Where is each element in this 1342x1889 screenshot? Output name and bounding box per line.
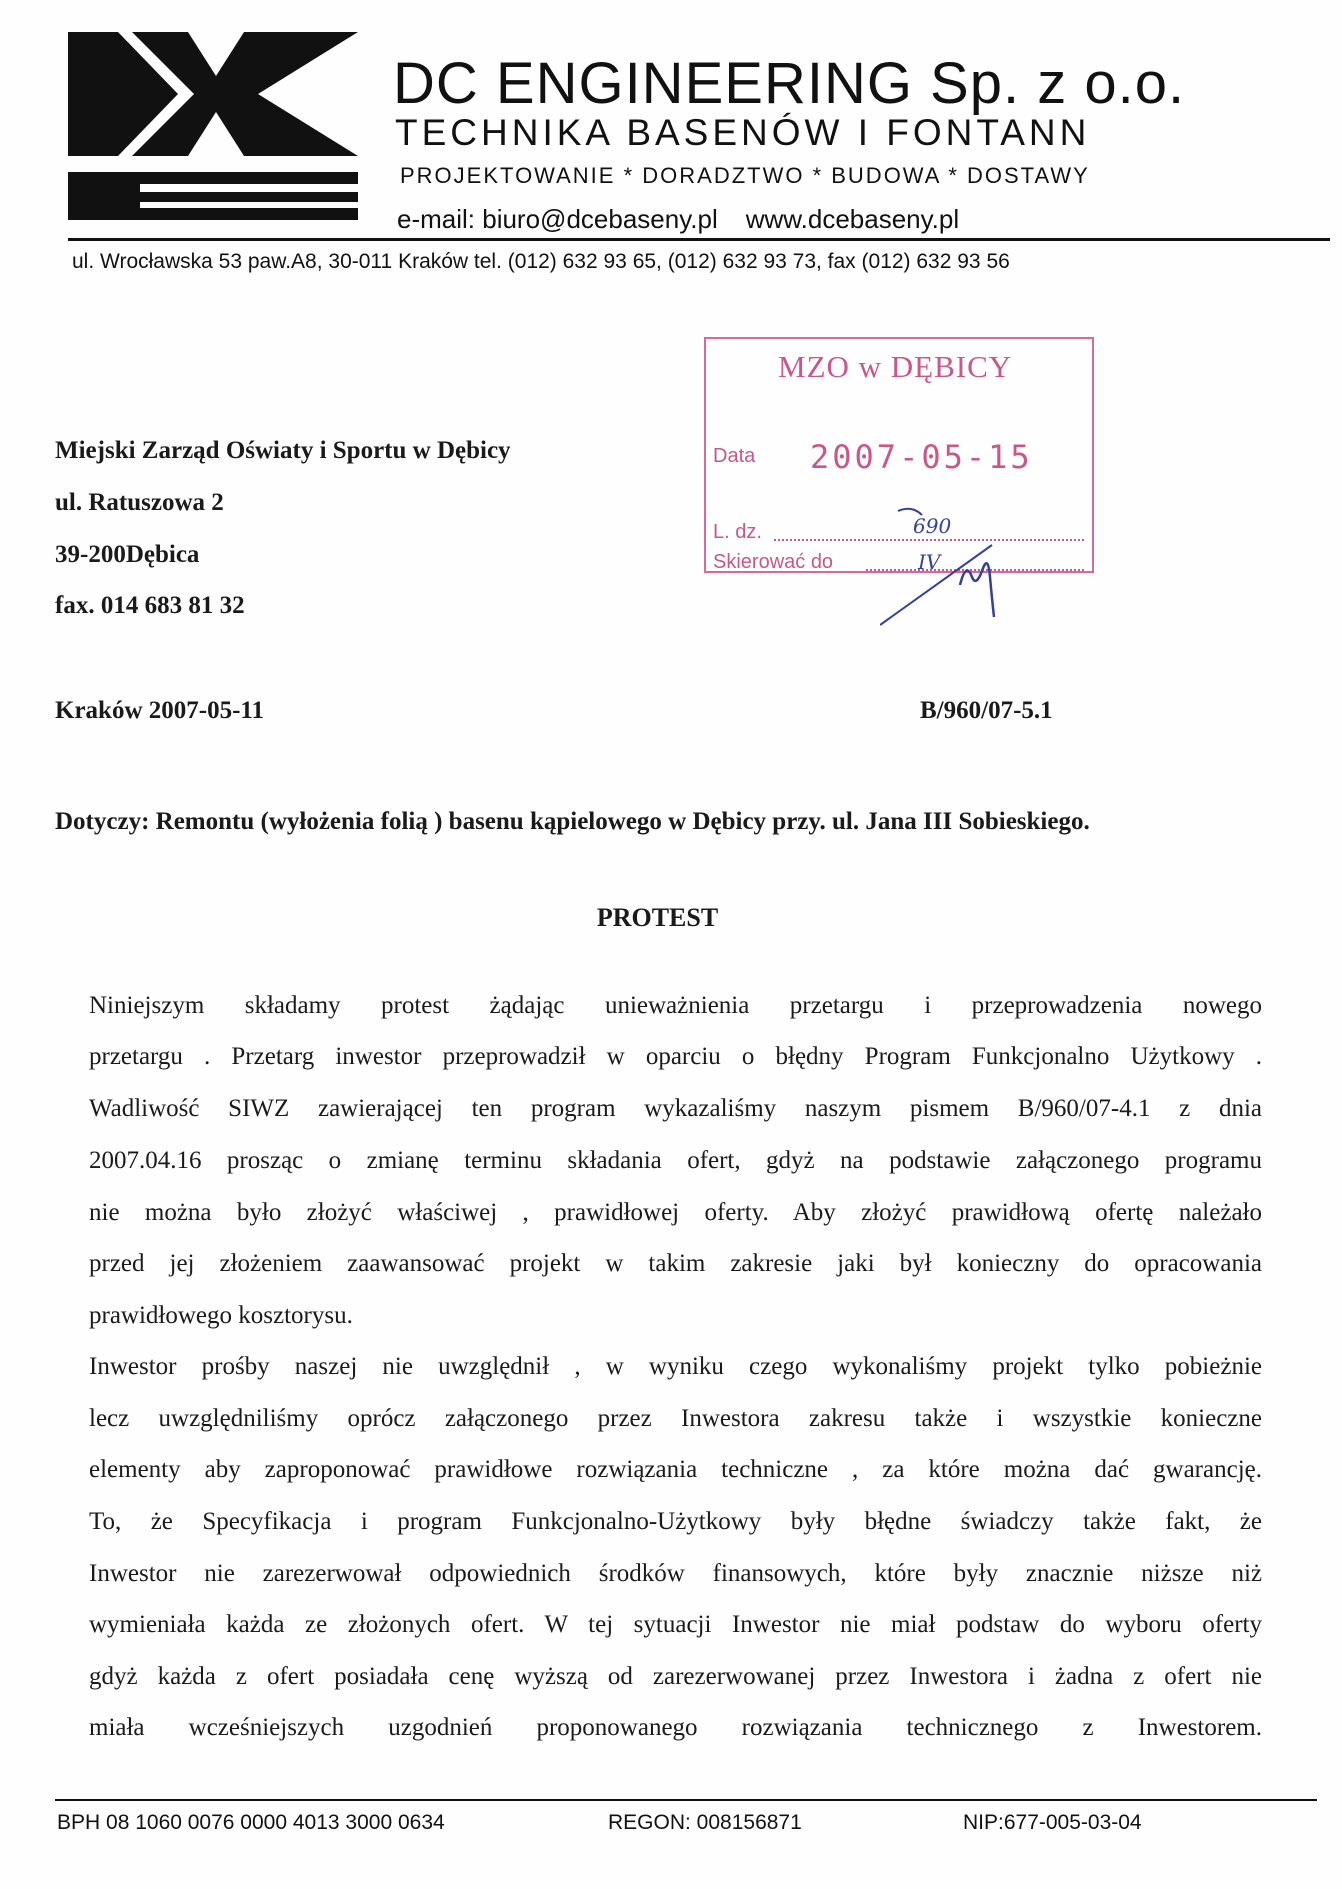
body-line: Inwestor nie zarezerwował odpowiednich środków finansowych, które były znacznie niższe niż: [89, 1560, 1262, 1587]
body-line: miała wcześniejszych uzgodnień proponowanego rozwiązania technicznego z Inwestorem.: [89, 1714, 1262, 1741]
handwritten-signature: [880, 505, 1030, 635]
letter-reference: B/960/07-5.1: [920, 697, 1053, 724]
stamp-title: MZO w DĘBICY: [778, 349, 1013, 384]
body-line: Niniejszym składamy protest żądając unieważnienia przetargu i przeprowadzenia nowego: [89, 992, 1262, 1019]
header-divider: [68, 238, 1330, 241]
company-subtitle: TECHNIKA BASENÓW I FONTANN: [395, 112, 1091, 153]
recipient-street: ul. Ratuszowa 2: [55, 489, 224, 516]
company-logo: [68, 32, 358, 222]
stamp-ldz-label: L. dz.: [713, 521, 762, 543]
body-line: przetargu . Przetarg inwestor przeprowadził w oparciu o błędny Program Funkcjonalno Użytkowy .: [89, 1043, 1262, 1070]
body-line: 2007.04.16 prosząc o zmianę terminu składania ofert, gdyż na podstawie załączonego programu: [89, 1147, 1262, 1174]
stamp-ldz-value: 690: [913, 514, 952, 538]
body-line: Wadliwość SIWZ zawierającej ten program wykazaliśmy naszym pismem B/960/07-4.1 z dnia: [89, 1095, 1262, 1122]
footer-divider: [55, 1799, 1317, 1801]
company-contact: [397, 204, 959, 235]
body-line: nie można było złożyć właściwej , prawidłowej oferty. Aby złożyć prawidłową ofertę należało: [89, 1199, 1262, 1226]
stamp-skierowac-value: IV: [918, 550, 941, 574]
body-line: To, że Specyfikacja i program Funkcjonalno-Użytkowy były błędne świadczy także fakt, że: [89, 1508, 1262, 1535]
recipient-city: 39-200Dębica: [55, 541, 200, 568]
body-line: przed jej złożeniem zaawansować projekt w takim zakresie jaki był konieczny do opracowania: [89, 1250, 1262, 1277]
body-line: lecz uwzględniliśmy oprócz załączonego przez Inwestora zakresu także i wszystkie konieczne: [89, 1405, 1262, 1432]
recipient-name: Miejski Zarząd Oświaty i Sportu w Dębicy: [55, 437, 511, 464]
company-email[interactable]: e-mail: biuro@dcebaseny.pl: [397, 204, 718, 234]
body-line: Inwestor prośby naszej nie uwzględnił , w wyniku czego wykonaliśmy projekt tylko pobieżnie: [89, 1353, 1262, 1380]
footer-bank-account: BPH 08 1060 0076 0000 4013 3000 0634: [57, 1811, 445, 1834]
company-address: ul. Wrocławska 53 paw.A8, 30-011 Kraków tel. (012) 632 93 65, (012) 632 93 73, fax (012) 632 93 56: [72, 250, 1010, 273]
recipient-fax: fax. 014 683 81 32: [55, 592, 245, 619]
body-line: wymieniała każda ze złożonych ofert. W tej sytuacji Inwestor nie miał podstaw do wyboru oferty: [89, 1611, 1262, 1638]
body-line: prawidłowego kosztorysu.: [89, 1302, 353, 1329]
footer-nip: NIP:677-005-03-04: [963, 1811, 1142, 1834]
stamp-date-value: 2007-05-15: [810, 438, 1033, 476]
body-line: elementy aby zaproponować prawidłowe rozwiązania techniczne , za które można dać gwarancję.: [89, 1456, 1262, 1483]
letter-subject: Dotyczy: Remontu (wyłożenia folią ) basenu kąpielowego w Dębicy przy. ul. Jana III Sobieskiego.: [55, 808, 1090, 835]
footer-regon: REGON: 008156871: [608, 1811, 802, 1834]
company-services: PROJEKTOWANIE * DORADZTWO * BUDOWA * DOSTAWY: [400, 163, 1090, 188]
company-name: DC ENGINEERING Sp. z o.o.: [393, 51, 1186, 116]
company-website[interactable]: www.dcebaseny.pl: [745, 204, 960, 234]
stamp-skierowac-label: Skierować do: [713, 551, 834, 573]
stamp-date-label: Data: [713, 445, 756, 467]
letter-title: PROTEST: [596, 903, 719, 932]
body-line: gdyż każda z ofert posiadała cenę wyższą od zarezerwowanej przez Inwestora i żadna z ofert nie: [89, 1663, 1262, 1690]
letter-place-date: Kraków 2007-05-11: [55, 697, 265, 724]
